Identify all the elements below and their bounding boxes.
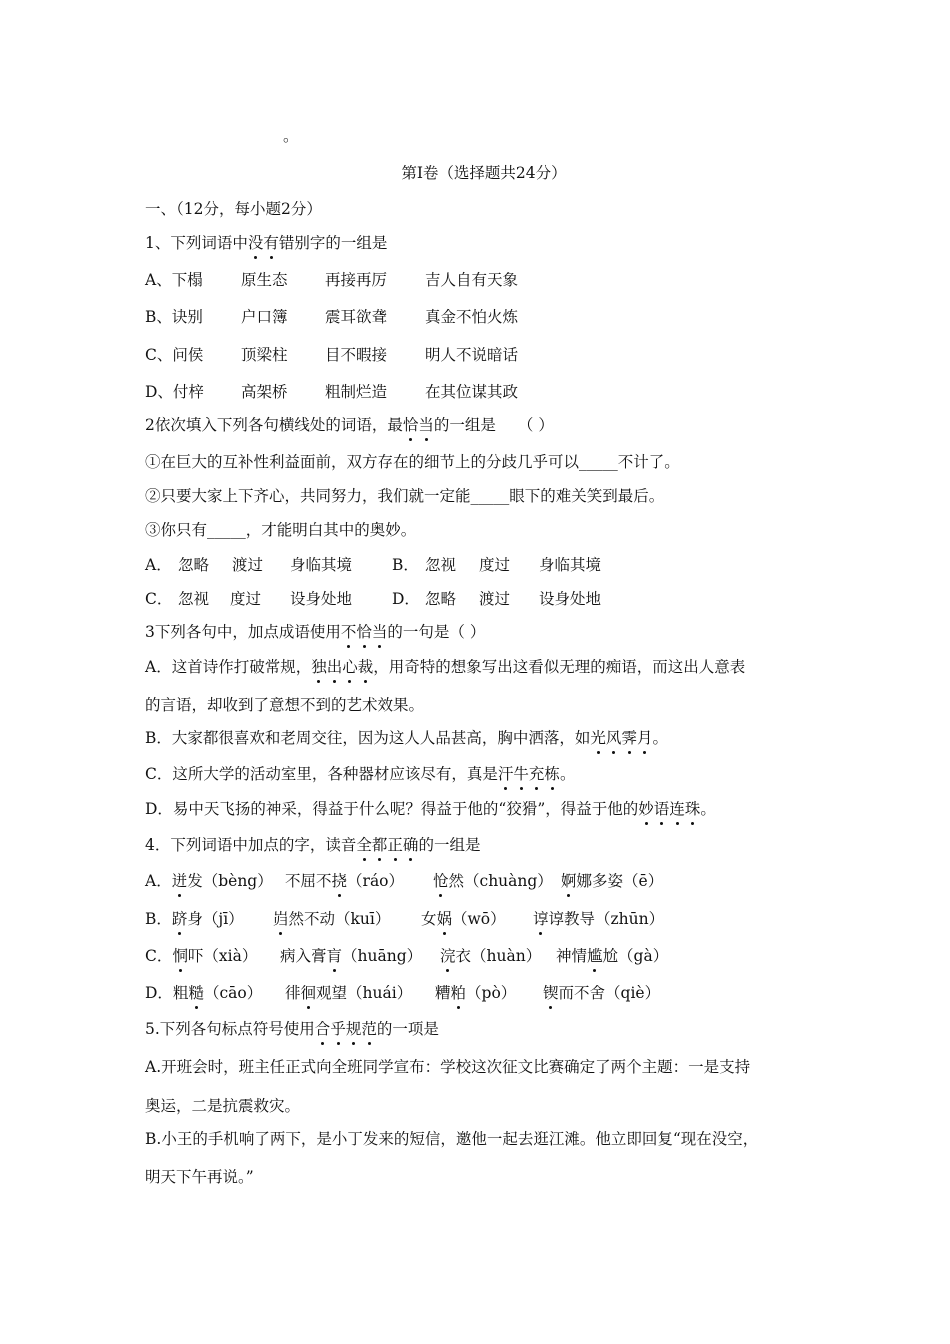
- q4-item: 岿然不动（kuī）: [273, 910, 391, 928]
- dotted-char: 迸: [171, 872, 188, 890]
- question-2-stem: 2依次填入下列各句横线处的词语，最恰当的一组是 （ ）: [145, 416, 554, 434]
- question-1-option-c: C、问侯 顶梁柱 目不暇接 明人不说暗话: [145, 346, 519, 364]
- dotted-char: 怆: [433, 872, 449, 890]
- question-5-option-b-line1: B.小王的手机响了两下，是小丁发来的短信，邀他一起去逛江滩。他立即回复“现在没空，: [145, 1130, 759, 1148]
- q4-item: 病入膏肓（huāng）: [280, 947, 423, 965]
- dotted-char: 栋: [544, 765, 560, 783]
- dotted-char: 乎: [330, 1020, 346, 1038]
- stray-mark: 。: [283, 127, 299, 145]
- dotted-char: 尴: [587, 947, 603, 965]
- section-heading: 一、（12分，每小题2分）: [145, 200, 322, 218]
- dotted-char: 确: [402, 836, 419, 854]
- emphasis-dotted: [341, 623, 388, 641]
- dotted-char: 连: [669, 800, 685, 818]
- q4-item: 女娲（wō）: [421, 910, 506, 928]
- question-3-option-c: C．这所大学的活动室里，各种器材应该尽有，真是汗牛充栋。: [145, 765, 576, 783]
- dotted-char: 锲: [543, 984, 559, 1002]
- emphasis-dotted: [315, 1020, 377, 1038]
- dotted-char: 当: [418, 416, 434, 434]
- dotted-char: 谆: [533, 910, 549, 928]
- emphasis-dotted: [248, 234, 279, 252]
- dotted-char: 心: [342, 658, 358, 676]
- question-4-option-c: [145, 946, 668, 966]
- dotted-char: 没: [247, 234, 264, 252]
- dotted-char: 月: [636, 729, 653, 747]
- dotted-char: 规: [345, 1020, 362, 1038]
- question-1-option-b: B、诀别 户口簿 震耳欲聋 真金不怕火炼: [145, 308, 519, 326]
- q4-item: 浣衣（huàn）: [440, 947, 542, 965]
- q4-item: 锲而不舍（qiè）: [543, 984, 661, 1002]
- dotted-char: 不: [340, 623, 357, 641]
- dotted-char: 汗: [497, 765, 514, 783]
- dotted-char: 独: [311, 658, 327, 676]
- idiom-dotted: [311, 658, 373, 676]
- paper-section-title: 第Ⅰ卷（选择题共24分）: [401, 164, 567, 182]
- dotted-char: 当: [371, 623, 388, 641]
- q4-item: 怆然（chuàng）: [433, 872, 553, 890]
- dotted-char: 充: [528, 765, 545, 783]
- q4-item: 糟粕（pò）: [435, 984, 517, 1002]
- dotted-char: 恰: [402, 416, 419, 434]
- q4-item: A．迸发（bèng）: [145, 872, 273, 890]
- question-2-options-cd: C． 忽视 度过 设身处地 D． 忽略 渡过 设身处地: [145, 590, 602, 608]
- dotted-char: 恫: [172, 947, 188, 965]
- question-3-option-a-line1: A．这首诗作打破常规，独出心裁，用奇特的想象写出这看似无理的痴语，而这出人意表: [145, 658, 746, 676]
- emphasis-dotted: [403, 416, 434, 434]
- question-5-option-a-line2: 奥运，二是抗震救灾。: [145, 1097, 301, 1115]
- question-2-sentence-2: ②只要大家上下齐心，共同努力，我们就一定能_____眼下的难关笑到最后。: [145, 487, 665, 505]
- q4-item: 谆谆教导（zhūn）: [533, 910, 665, 928]
- question-3-option-d: D．易中天飞扬的神采，得益于什么呢？得益于他的“狡猾”，得益于他的妙语连珠。: [145, 800, 716, 818]
- dotted-char: 风: [605, 729, 622, 747]
- question-1-option-a: A、下榻 原生态 再接再厉 吉人自有天象: [145, 271, 519, 289]
- question-5-option-a-line1: A.开班会时，班主任正式向全班同学宣布：学校这次征文比赛确定了两个主题：一是支持: [145, 1058, 751, 1076]
- question-5-stem: 5.下列各句标点符号使用合乎规范的一项是: [145, 1020, 439, 1038]
- question-2-options-ab: A． 忽略 渡过 身临其境 B． 忽视 度过 身临其境: [145, 556, 602, 574]
- dotted-char: 恰: [356, 623, 372, 641]
- q4-item: 神情尴尬（gà）: [556, 947, 669, 965]
- dotted-char: 正: [387, 836, 403, 854]
- idiom-dotted: [498, 765, 560, 783]
- question-4-option-b: [145, 909, 664, 929]
- dotted-char: 出: [326, 658, 343, 676]
- dotted-char: 岿: [273, 910, 289, 928]
- dotted-char: 光: [590, 729, 606, 747]
- dotted-char: 徊: [300, 984, 317, 1002]
- dotted-char: 全: [356, 836, 372, 854]
- dotted-char: 珠: [684, 800, 701, 818]
- dotted-char: 婀: [561, 872, 577, 890]
- dotted-char: 妙: [638, 800, 654, 818]
- dotted-char: 肓: [326, 947, 343, 965]
- question-3-stem: 3下列各句中，加点成语使用不恰当的一句是（ ）: [145, 623, 486, 641]
- question-5-option-b-line2: 明天下午再说。”: [145, 1168, 254, 1186]
- dotted-char: 娲: [436, 910, 453, 928]
- question-3-option-b: B．大家都很喜欢和老周交往，因为这人人品甚高，胸中洒落，如光风霁月。: [145, 729, 668, 747]
- question-2-sentence-1: ①在巨大的互补性利益面前，双方存在的细节上的分歧几乎可以_____不计了。: [145, 453, 680, 471]
- question-3-option-a-line2: 的言语，却收到了意想不到的艺术效果。: [145, 696, 425, 714]
- q4-item: C．恫吓（xià）: [145, 947, 258, 965]
- dotted-char: 霁: [621, 729, 637, 747]
- q4-item: B．跻身（jī）: [145, 910, 244, 928]
- dotted-char: 范: [361, 1020, 377, 1038]
- dotted-char: 浣: [440, 947, 456, 965]
- dotted-char: 都: [371, 836, 388, 854]
- dotted-char: 牛: [513, 765, 529, 783]
- q4-item: D．粗糙（cāo）: [145, 984, 263, 1002]
- dotted-char: 挠: [331, 872, 348, 890]
- idiom-dotted: [638, 800, 700, 818]
- q4-item: 婀娜多姿（ē）: [561, 872, 664, 890]
- dotted-char: 裁: [357, 658, 374, 676]
- dotted-char: 语: [653, 800, 670, 818]
- question-4-stem: 4．下列词语中加点的字，读音全都正确的一组是: [145, 836, 481, 854]
- dotted-char: 跻: [171, 910, 188, 928]
- idiom-dotted: [590, 729, 652, 747]
- question-1-option-d: D、付梓 高架桥 粗制烂造 在其位谋其政: [145, 383, 519, 401]
- question-4-option-a: [145, 871, 663, 891]
- dotted-char: 合: [314, 1020, 331, 1038]
- question-1-stem: 1、下列词语中没有错别字的一组是: [145, 234, 388, 252]
- q4-item: 不屈不挠（ráo）: [285, 872, 405, 890]
- dotted-char: 粕: [450, 984, 467, 1002]
- dotted-char: 糙: [188, 984, 204, 1002]
- question-2-sentence-3: ③你只有_____，才能明白其中的奥妙。: [145, 521, 417, 539]
- emphasis-dotted: [356, 836, 418, 854]
- question-4-option-d: [145, 983, 660, 1003]
- dotted-char: 有: [263, 234, 279, 252]
- q4-item: 徘徊观望（huái）: [285, 984, 413, 1002]
